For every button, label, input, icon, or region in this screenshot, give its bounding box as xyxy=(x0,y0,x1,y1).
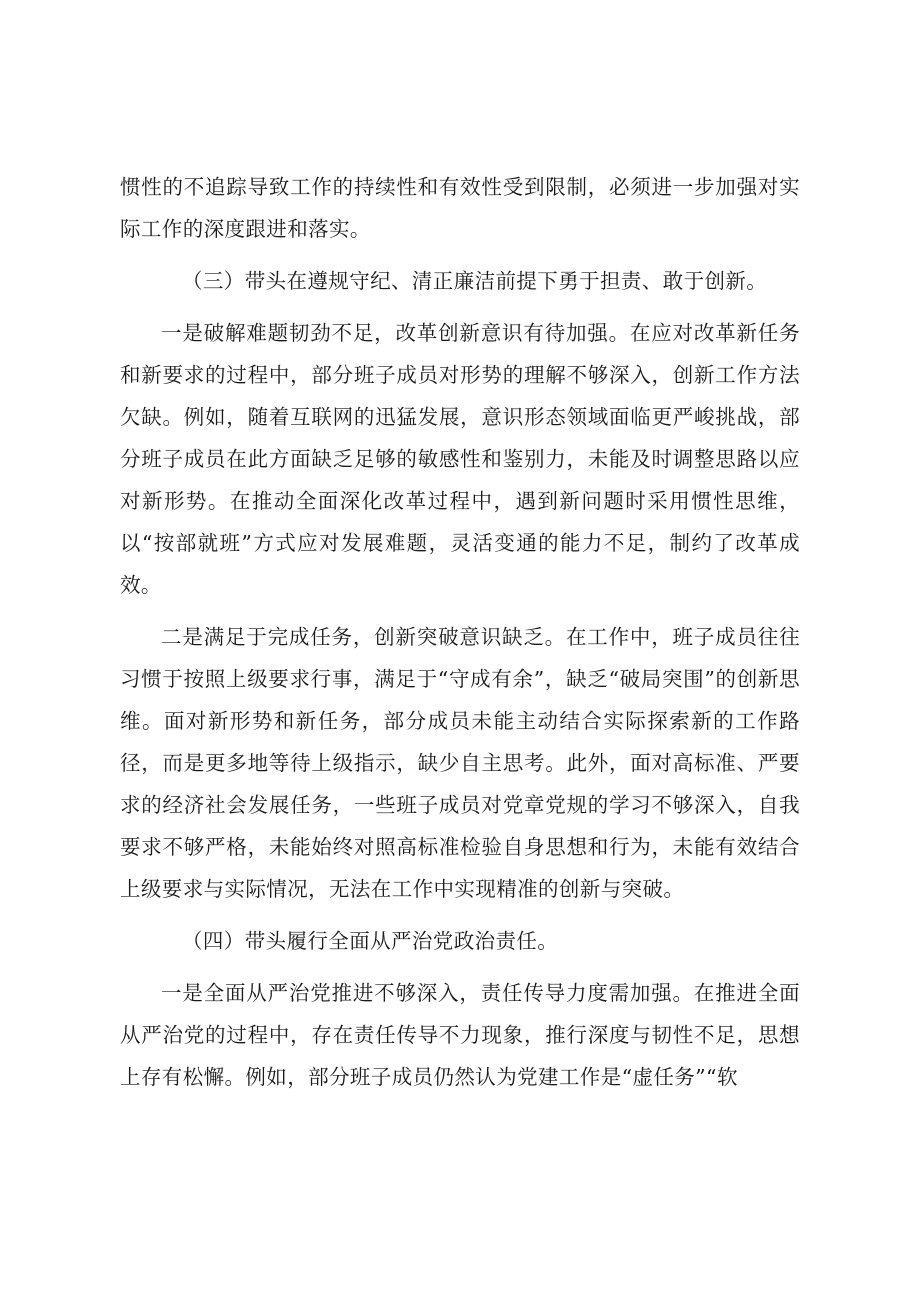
paragraph-continued: 惯性的不追踪导致工作的持续性和有效性受到限制，必须进一步加强对实际工作的深度跟进和落实。 xyxy=(120,175,800,241)
paragraph-reform-innovation: 一是破解难题韧劲不足，改革创新意识有待加强。在应对改革新任务和新要求的过程中，部分班子成员对形势的理解不够深入，创新工作方法欠缺。例如，随着互联网的迅猛发展，意识形态领域面临更严峻挑战，部分班子成员在此方面缺乏足够的敏感性和鉴别力，未能及时调整思路以应对新形势。在推动全面深化改革过程中，遇到新问题时采用惯性思维，以“按部就班”方式应对发展难题，灵活变通的能力不足，制约了改革成效。 xyxy=(120,321,800,597)
paragraph-party-governance: 一是全面从严治党推进不够深入，责任传导力度需加强。在推进全面从严治党的过程中，存在责任传导不力现象，推行深度与韧性不足，思想上存有松懈。例如，部分班子成员仍然认为党建工作是“虚任务”“软 xyxy=(120,981,800,1089)
section-heading-three: （三）带头在遵规守纪、清正廉洁前提下勇于担责、敢于创新。 xyxy=(182,269,768,293)
section-heading-four: （四）带头履行全面从严治党政治责任。 xyxy=(182,929,559,953)
paragraph-task-completion: 二是满足于完成任务，创新突破意识缺乏。在工作中，班子成员往往习惯于按照上级要求行事，满足于“守成有余”，缺乏“破局突围”的创新思维。面对新形势和新任务，部分成员未能主动结合实际探索新的工作路径，而是更多地等待上级指示，缺少自主思考。此外，面对高标准、严要求的经济社会发展任务，一些班子成员对党章党规的学习不够深入，自我要求不够严格，未能始终对照高标准检验自身思想和行为，未能有效结合上级要求与实际情况，无法在工作中实现精准的创新与突破。 xyxy=(120,625,800,901)
document-body xyxy=(120,166,800,1098)
